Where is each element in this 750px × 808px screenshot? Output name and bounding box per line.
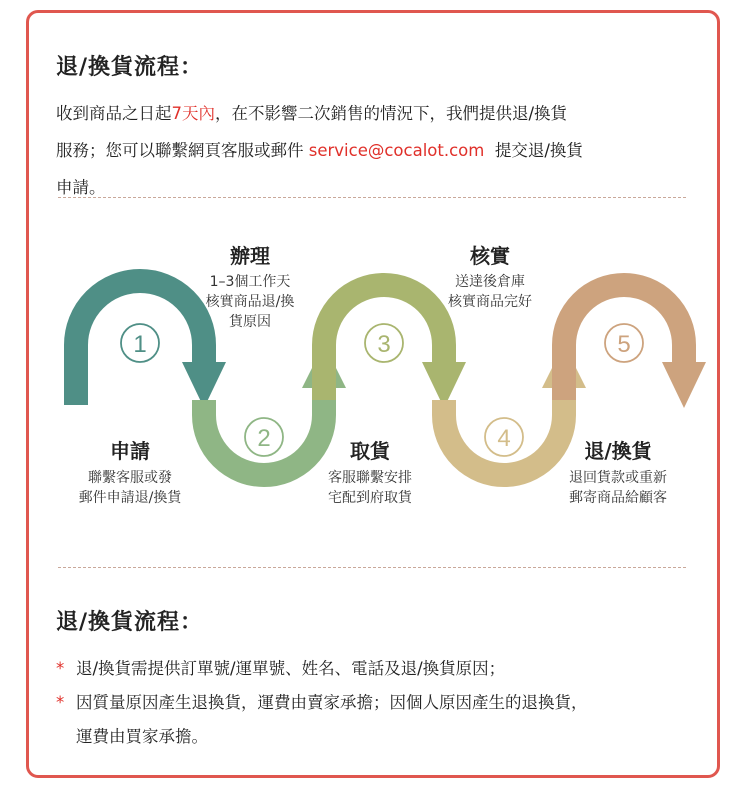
step-2-title: 辦理 bbox=[230, 244, 270, 268]
section-title-notes: 退/換貨流程： bbox=[56, 610, 204, 635]
step-1-title: 申請 bbox=[110, 439, 150, 463]
service-email-link[interactable]: service@cocalot.com bbox=[308, 141, 485, 160]
step-4-title: 核實 bbox=[470, 244, 510, 268]
divider-bottom bbox=[58, 567, 686, 568]
step-5-desc: 退回貨款或重新 郵寄商品給顧客 bbox=[569, 470, 667, 506]
step-4-desc: 送達後倉庫 核實商品完好 bbox=[448, 274, 532, 310]
step-1-desc: 聯繫客服或發 郵件申請退/換貨 bbox=[78, 470, 182, 506]
list-item-continuation: 運費由買家承擔。 bbox=[76, 727, 208, 746]
asterisk-icon: * bbox=[56, 659, 65, 678]
flow-arrow-5-head bbox=[662, 362, 706, 408]
section-title-process: 退/換貨流程： bbox=[56, 55, 204, 80]
step-2-desc: 1–3個工作天 核實商品退/換 貨原因 bbox=[205, 274, 295, 330]
asterisk-icon: * bbox=[56, 693, 65, 712]
step-3-title: 取貨 bbox=[350, 439, 390, 463]
step-3-number: 3 bbox=[377, 331, 391, 358]
days-highlight: 7天內 bbox=[171, 104, 215, 123]
notes-list bbox=[56, 652, 696, 754]
step-5-number: 5 bbox=[617, 331, 631, 358]
step-1-number: 1 bbox=[133, 331, 147, 358]
intro-line-3: 申請。 bbox=[56, 178, 106, 197]
step-2-number: 2 bbox=[257, 425, 271, 452]
step-3-desc: 客服聯繫安排 宅配到府取貨 bbox=[328, 470, 412, 506]
step-5-title: 退/換貨 bbox=[584, 439, 652, 463]
step-4-number: 4 bbox=[497, 425, 511, 452]
list-item: * 因質量原因產生退換貨，運費由賣家承擔；因個人原因產生的退換貨， bbox=[56, 686, 696, 720]
intro-line-2: 服務；您可以聯繫網頁客服或郵件 service@cocalot.com 提交退/換貨 bbox=[56, 141, 583, 160]
list-item: * 退/換貨需提供訂單號/運單號、姓名、電話及退/換貨原因； bbox=[56, 652, 696, 686]
intro-line-1: 收到商品之日起7天內，在不影響二次銷售的情況下，我們提供退/換貨 bbox=[56, 104, 568, 123]
